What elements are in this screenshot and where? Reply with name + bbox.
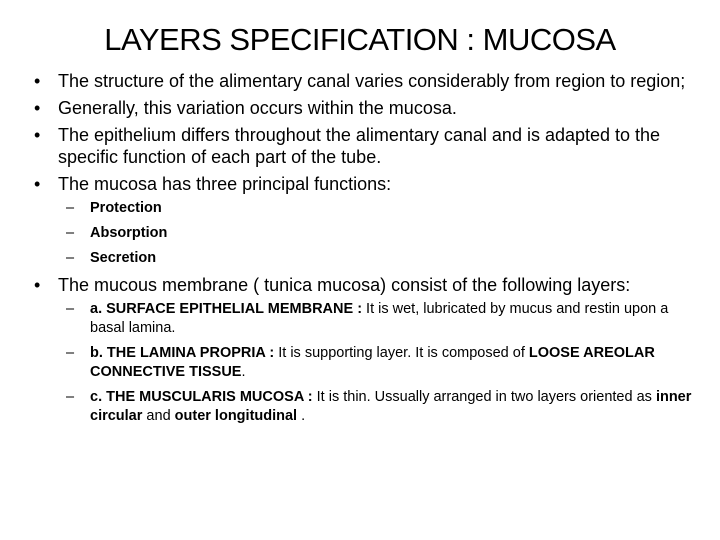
functions-list [58,199,694,268]
bullet-item-layers [34,274,694,426]
layer-item [58,344,694,382]
function-item [58,199,694,218]
bullet-text: The epithelium differs throughout the alimentary canal and is adapted to the specific function of each part of the tube. [58,125,661,167]
layer-emphasis: LOOSE AREOLAR CONNECTIVE TISSUE [90,345,655,380]
bullet-text: Generally, this variation occurs within the mucosa. [58,98,457,118]
layer-text-mid: and [142,408,175,424]
layer-emphasis: outer longitudinal [174,408,298,424]
dash-marker: – [66,200,75,216]
layer-label: a. SURFACE EPITHELIAL MEMBRANE : [90,301,363,317]
bullet-marker: • [34,71,41,91]
layer-label: c. THE MUSCULARIS MUCOSA : [90,389,313,405]
bullet-text: The structure of the alimentary canal varies considerably from region to region; [58,71,686,91]
dash-marker: – [66,389,75,405]
layer-text: It is wet, lubricated by mucus and restin upon a basal lamina. [90,301,669,336]
bullet-marker: • [34,125,41,145]
function-item [58,249,694,268]
slide-content [34,70,694,432]
bullet-item-functions [34,173,694,268]
function-label: Secretion [90,250,157,266]
bullet-marker: • [34,275,41,295]
bullet-text: The mucous membrane ( tunica mucosa) consist of the following layers: [58,275,631,295]
bullet-marker: • [34,174,41,194]
layer-emphasis: inner circular [90,389,692,424]
function-item [58,224,694,243]
layers-list [58,300,694,426]
dash-marker: – [66,345,75,361]
slide-title: LAYERS SPECIFICATION : MUCOSA [104,22,616,57]
function-label: Protection [90,200,162,216]
bullet-list [34,70,694,426]
layer-item [58,388,694,426]
function-label: Absorption [90,225,168,241]
bullet-marker: • [34,98,41,118]
dash-marker: – [66,250,75,266]
layer-text: It is supporting layer. It is composed of [274,345,529,361]
dash-marker: – [66,225,75,241]
layer-text: It is thin. Ussually arranged in two layers oriented as [312,389,656,405]
bullet-item [34,97,694,119]
layer-text-end: . [241,364,246,380]
layer-text-end: . [297,408,306,424]
bullet-text: The mucosa has three principal functions: [58,174,392,194]
bullet-item [34,70,694,92]
layer-item [58,300,694,338]
layer-label: b. THE LAMINA PROPRIA : [90,345,275,361]
bullet-item [34,124,694,168]
dash-marker: – [66,301,75,317]
